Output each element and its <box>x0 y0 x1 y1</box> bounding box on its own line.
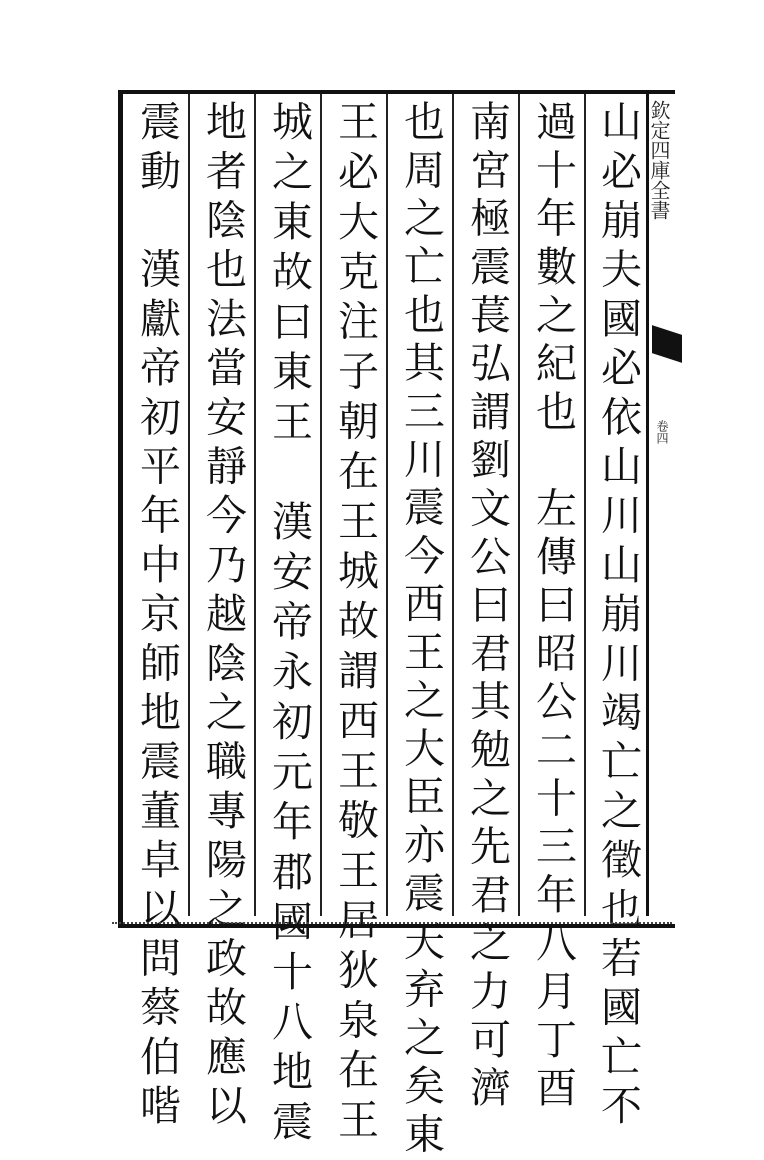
text-column-1: 山必崩夫國必依山川山崩川竭亡之徵也若國亡不 <box>594 100 642 1134</box>
column-rule <box>320 94 322 916</box>
page-edge <box>112 922 672 934</box>
margin-book-title: 欽定四庫全書 <box>647 100 671 220</box>
column-rule <box>386 94 388 916</box>
column-rule <box>452 94 454 916</box>
margin-volume-label: 卷四 <box>655 420 669 444</box>
text-column-8: 震動 漢獻帝初平年中京師地震董卓以問蔡伯喈 <box>133 100 181 1134</box>
text-column-7: 地者陰也法當安靜今乃越陰之職專陽之政故應以 <box>199 100 247 1134</box>
text-column-6: 城之東故曰東王 漢安帝永初元年郡國十八地震 <box>265 100 313 1150</box>
text-column-3: 南宮極震萇弘謂劉文公曰君其勉之先君之力可濟 <box>463 100 511 1115</box>
column-rule <box>518 94 520 916</box>
text-column-5: 王必大克注子朝在王城故謂西王敬王居狄泉在王 <box>331 100 379 1148</box>
column-rule <box>254 94 256 916</box>
column-rule <box>584 94 586 916</box>
text-column-4: 也周之亡也其三川震今西王之大臣亦震天弃之矣東 <box>397 100 445 1160</box>
text-column-2: 過十年數之紀也 左傳曰昭公二十三年八月丁酉 <box>529 100 577 1115</box>
column-rule <box>188 94 190 916</box>
